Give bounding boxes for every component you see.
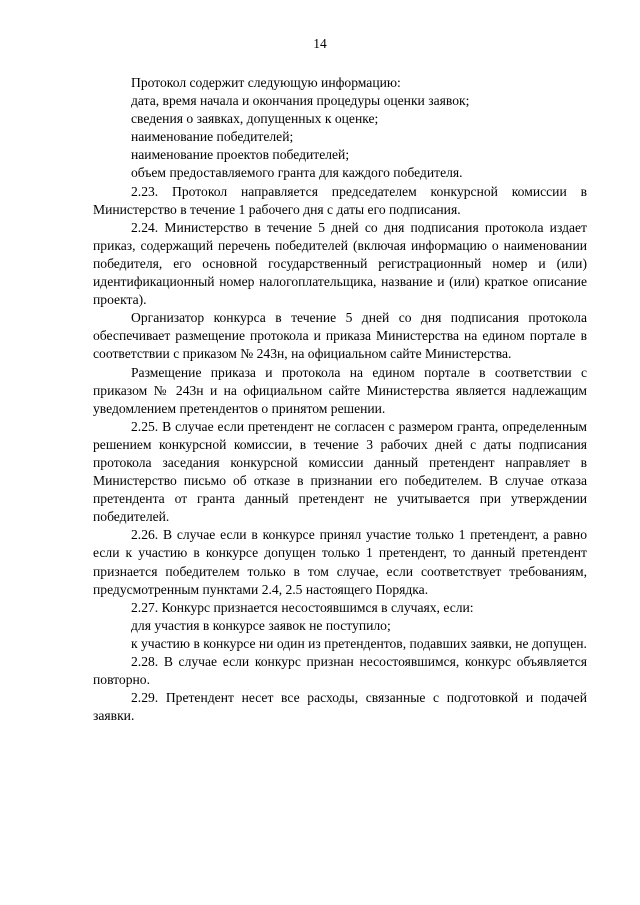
clause-2-27: 2.27. Конкурс признается несостоявшимся в случаях, если: — [131, 599, 474, 615]
clause-2-26: 2.26. В случае если в конкурсе принял участие только 1 претендент, а равно если к участию в конкурсе допущен только 1 претендент, то данный претендент признается победителем только в том случае, если соответствует требованиям, предусмотренным пунктами 2.4, 2.5 настоящего Порядка. — [93, 527, 587, 597]
protocol-item-grant-amount: объем предоставляемого гранта для каждого победителя. — [131, 165, 463, 181]
clause-2-24: 2.24. Министерство в течение 5 дней со дня подписания протокола издает приказ, содержащий перечень победителей (включая информацию о наименовании победителя, его основной государственный регистрационный номер и (или) идентификационный номер налогоплательщика, название и (или) краткое описание проекта). — [93, 219, 587, 308]
clause-2-23: 2.23. Протокол направляется председателем конкурсной комиссии в Министерство в течение 1 рабочего дня с даты его подписания. — [93, 183, 587, 217]
clause-2-27-case-no-applications: для участия в конкурсе заявок не поступило; — [131, 617, 391, 633]
clause-2-25: 2.25. В случае если претендент не согласен с размером гранта, определенным решением конкурсной комиссии, в течение 3 рабочих дней с даты подписания протокола заседания конкурсной комиссии данный претендент направляет в Министерство письмо об отказе в признании его победителем. В случае отказа претендента от гранта данный претендент не учитывается при утверждении победителей. — [93, 418, 587, 525]
protocol-item-applications: сведения о заявках, допущенных к оценке; — [131, 111, 379, 127]
protocol-item-date-time: дата, время начала и окончания процедуры оценки заявок; — [131, 93, 470, 109]
clause-2-29: 2.29. Претендент несет все расходы, связанные с подготовкой и подачей заявки. — [93, 690, 587, 724]
organizer-publication-paragraph: Организатор конкурса в течение 5 дней со дня подписания протокола обеспечивает размещение протокола и приказа Министерства на едином портале в соответствии с приказом № 243н, на официальном сайте Министерства. — [93, 310, 587, 362]
protocol-item-project-names: наименование проектов победителей; — [131, 147, 350, 163]
clause-2-28: 2.28. В случае если конкурс признан несостоявшимся, конкурс объявляется повторно. — [93, 654, 587, 688]
document-body — [93, 74, 587, 725]
protocol-contents-intro: Протокол содержит следующую информацию: — [131, 75, 401, 90]
protocol-item-winner-names: наименование победителей; — [131, 129, 294, 145]
notification-paragraph: Размещение приказа и протокола на едином портале в соответствии с приказом № 243н и на официальном сайте Министерства является надлежащим уведомлением претендентов о принятом решении. — [93, 364, 587, 416]
clause-2-27-case-none-admitted: к участию в конкурсе ни один из претендентов, подавших заявки, не допущен. — [131, 635, 587, 651]
page-number: 14 — [313, 36, 327, 51]
